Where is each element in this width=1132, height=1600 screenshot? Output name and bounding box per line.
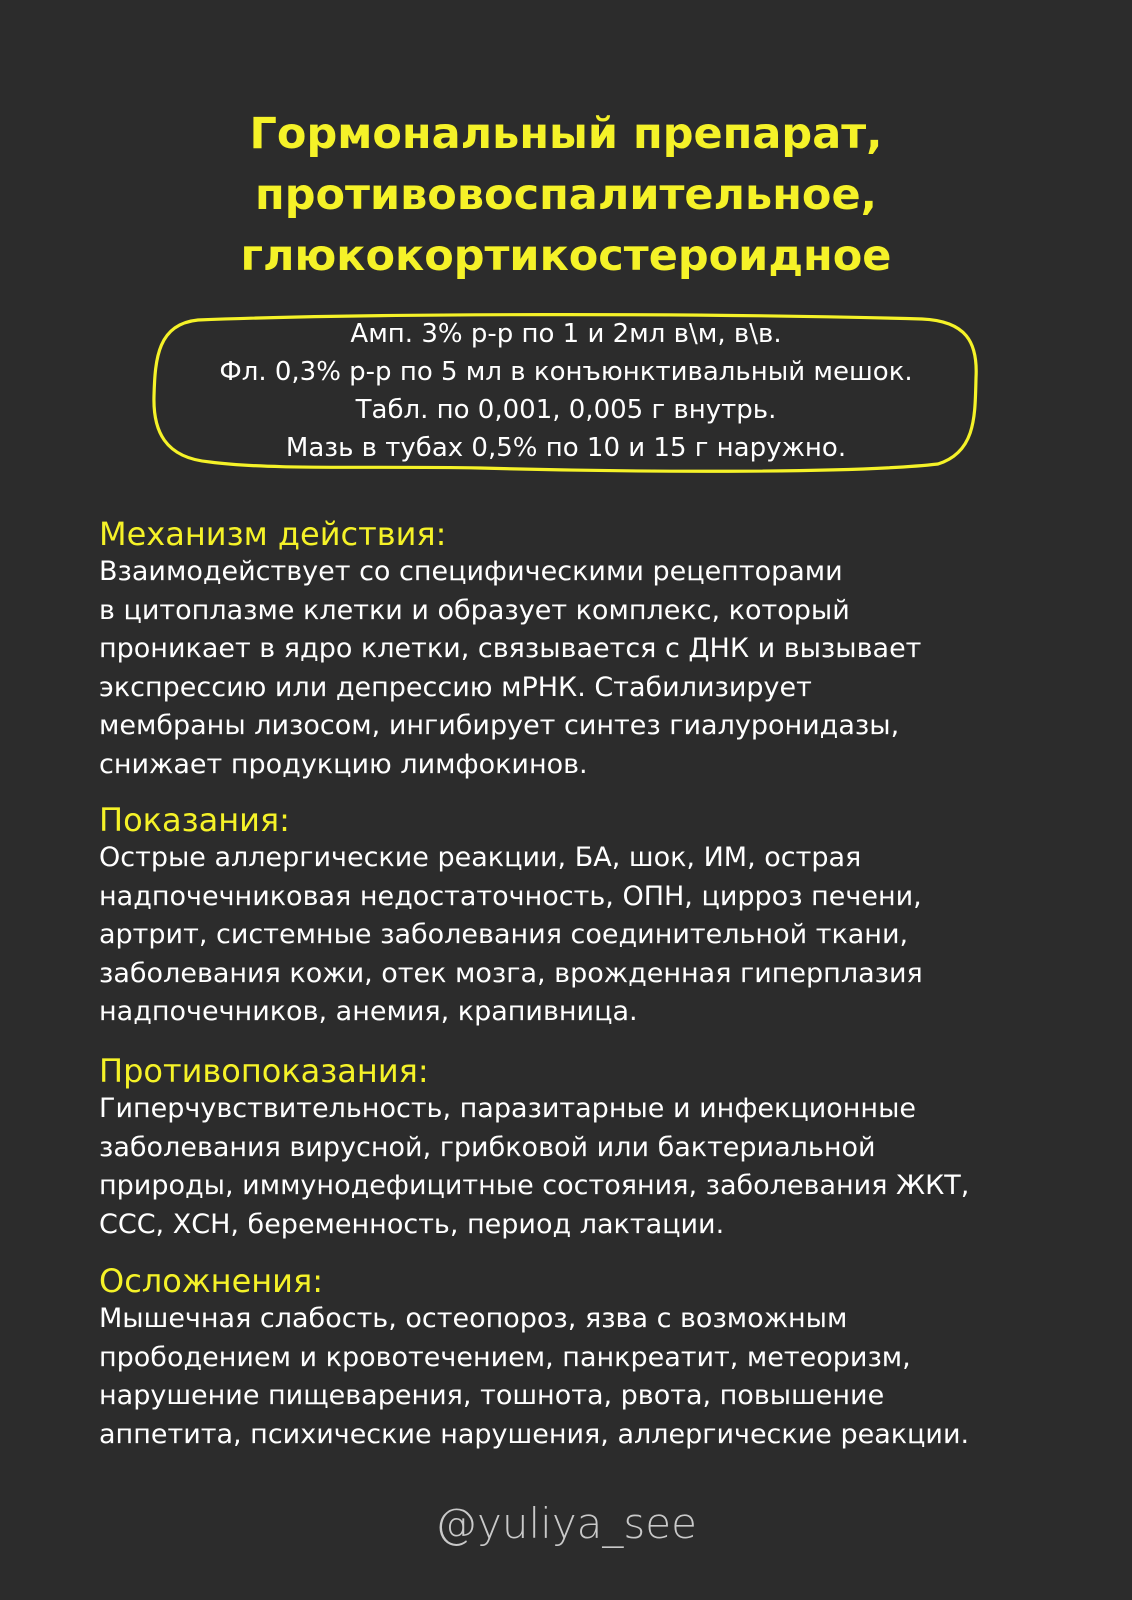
body-line: Мышечная слабость, остеопороз, язва с возможным bbox=[99, 1303, 848, 1334]
section-indications bbox=[99, 800, 1089, 1032]
body-line: природы, иммунодефицитные состояния, заболевания ЖКТ, bbox=[99, 1170, 970, 1201]
body-line: снижает продукцию лимфокинов. bbox=[99, 748, 588, 780]
body-line: проникает в ядро клетки, связывается с ДНК и вызывает bbox=[99, 633, 922, 664]
body-line: надпочечников, анемия, крапивница. bbox=[99, 996, 638, 1027]
body-line: экспрессию или депрессию мРНК. Стабилизирует bbox=[99, 671, 812, 703]
section-body bbox=[99, 1300, 1089, 1454]
section-body bbox=[99, 1090, 1089, 1244]
title-line: противовоспалительное, bbox=[255, 170, 877, 220]
body-line: заболевания кожи, отек мозга, врожденная гиперплазия bbox=[99, 957, 923, 989]
section-heading: Противопоказания: bbox=[99, 1052, 429, 1090]
dosage-form-line: Табл. по 0,001, 0,005 г внутрь. bbox=[355, 395, 777, 425]
body-line: ССС, ХСН, беременность, период лактации. bbox=[99, 1208, 725, 1240]
section-body bbox=[99, 839, 1089, 1032]
dosage-form-line: Мазь в тубах 0,5% по 10 и 15 г наружно. bbox=[285, 433, 847, 463]
section-heading: Показания: bbox=[99, 801, 290, 839]
body-line: в цитоплазме клетки и образует комплекс, который bbox=[99, 594, 850, 626]
body-line: надпочечниковая недостаточность, ОПН, цирроз печени, bbox=[99, 880, 922, 912]
author-handle: @yuliya_see bbox=[435, 1499, 697, 1548]
dosage-forms-box bbox=[150, 312, 982, 478]
body-line: артрит, системные заболевания соединительной ткани, bbox=[99, 919, 909, 950]
body-line: прободением и кровотечением, панкреатит, метеоризм, bbox=[99, 1341, 911, 1373]
page-title bbox=[0, 104, 1132, 287]
body-line: Гиперчувствительность, паразитарные и инфекционные bbox=[99, 1093, 917, 1124]
section-body bbox=[99, 553, 1089, 784]
section-mechanism bbox=[99, 514, 1089, 784]
section-complications bbox=[99, 1261, 1089, 1454]
dosage-forms-list bbox=[150, 315, 982, 467]
section-contraindications bbox=[99, 1051, 1089, 1244]
dosage-form-line: Фл. 0,3% р-р по 5 мл в конъюнктивальный мешок. bbox=[219, 357, 913, 387]
dosage-form-line: Амп. 3% р-р по 1 и 2мл в\м, в\в. bbox=[350, 319, 782, 349]
body-line: заболевания вирусной, грибковой или бактериальной bbox=[99, 1131, 876, 1163]
body-line: Острые аллергические реакции, БА, шок, ИМ, острая bbox=[99, 842, 862, 873]
body-line: Взаимодействует со специфическими рецепторами bbox=[99, 556, 843, 587]
body-line: мембраны лизосом, ингибирует синтез гиалуронидазы, bbox=[99, 710, 900, 741]
title-line: Гормональный препарат, bbox=[249, 109, 883, 159]
body-line: нарушение пищеварения, тошнота, рвота, повышение bbox=[99, 1380, 885, 1411]
section-heading: Механизм действия: bbox=[99, 515, 447, 553]
body-line: аппетита, психические нарушения, аллергические реакции. bbox=[99, 1418, 970, 1450]
section-heading: Осложнения: bbox=[99, 1262, 323, 1300]
title-line: глюкокортикостероидное bbox=[240, 231, 892, 281]
